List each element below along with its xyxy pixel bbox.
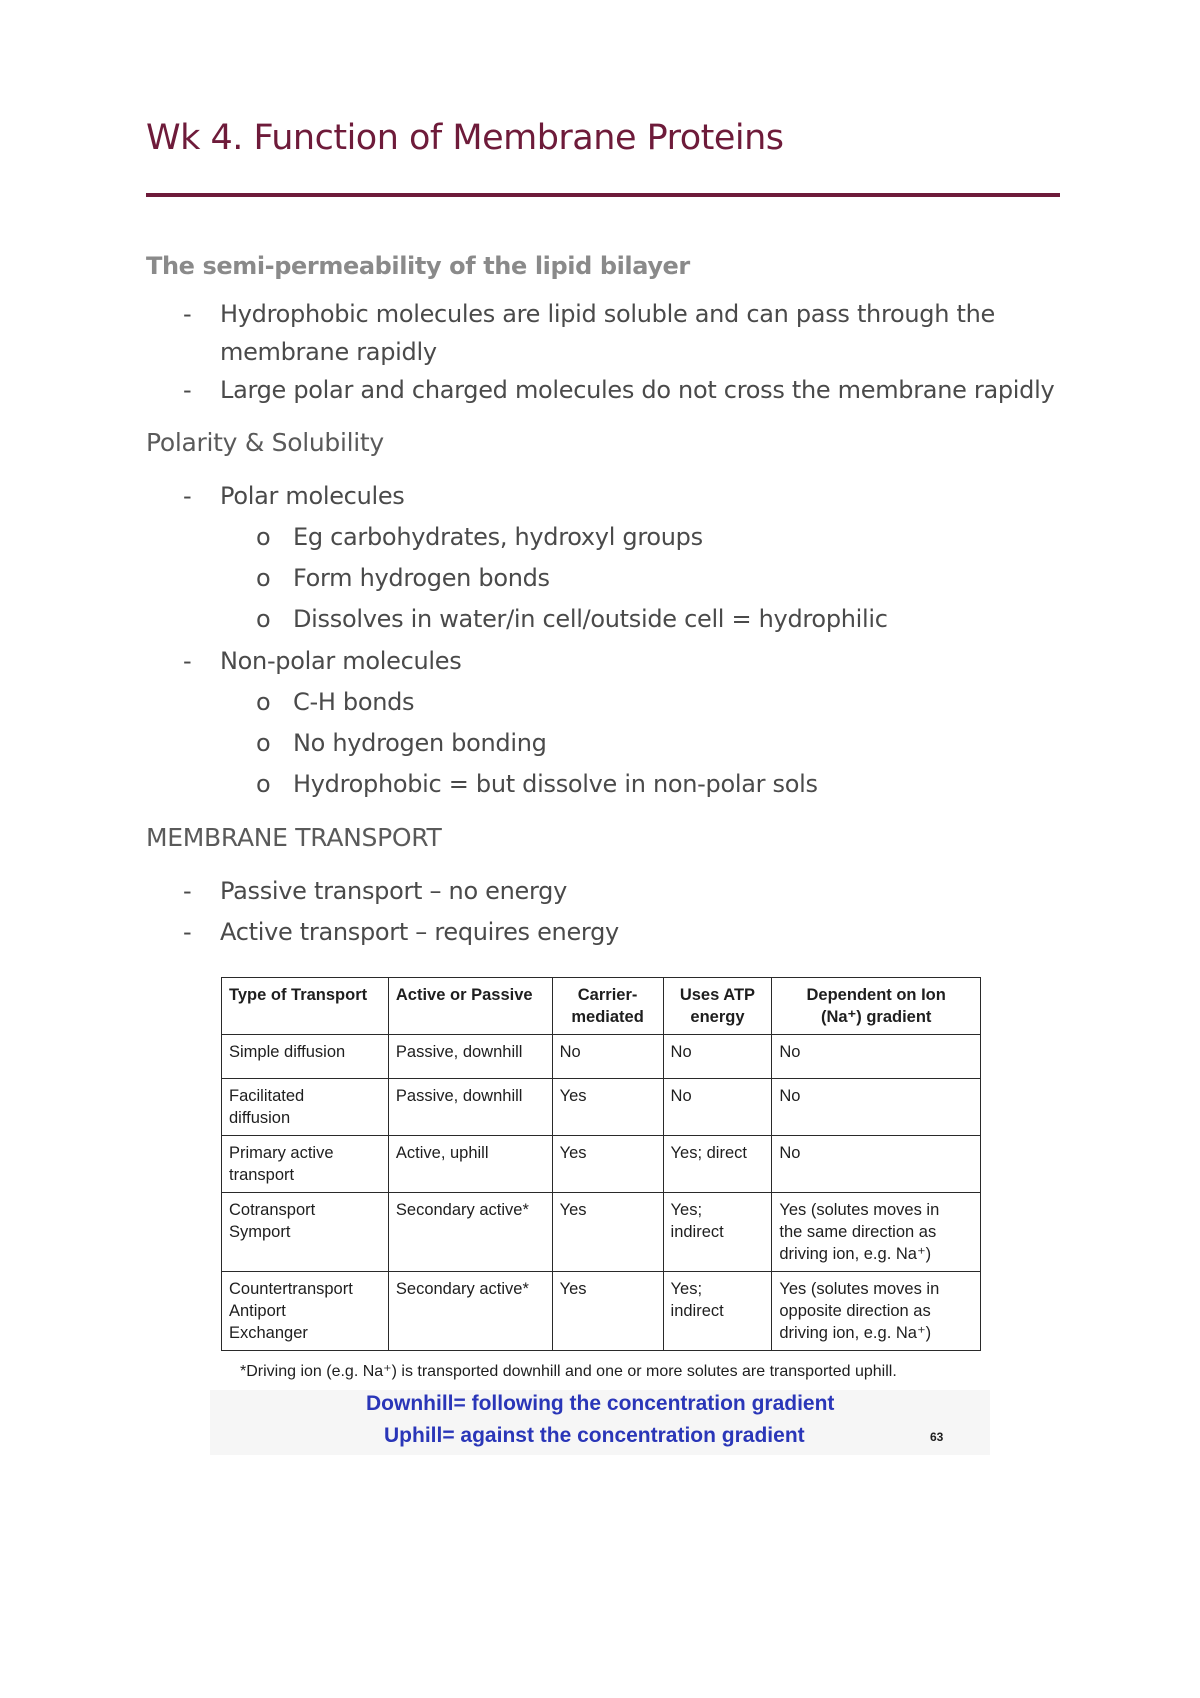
page-title: Wk 4. Function of Membrane Proteins xyxy=(146,118,784,158)
sub-bullet-text: Hydrophobic = but dissolve in non-polar sols xyxy=(293,770,818,798)
bullet-text: Passive transport – no energy xyxy=(220,877,567,905)
table-row xyxy=(222,1079,981,1136)
bullet-text: Hydrophobic molecules are lipid soluble and can pass through the xyxy=(220,300,995,328)
bullet-dash: - xyxy=(183,300,192,328)
table-cell: Yes; direct xyxy=(663,1136,772,1193)
table-cell: Cotransport Symport xyxy=(222,1193,389,1272)
table-cell: Passive, downhill xyxy=(388,1035,552,1079)
bullet-text-continuation: membrane rapidly xyxy=(220,338,437,366)
sub-bullet-text: Eg carbohydrates, hydroxyl groups xyxy=(293,523,703,551)
sub-bullet-circle: o xyxy=(256,770,271,798)
table-cell: Yes; indirect xyxy=(663,1272,772,1351)
table-row xyxy=(222,1035,981,1079)
table-cell: Facilitated diffusion xyxy=(222,1079,389,1136)
polar-molecules-label: Polar molecules xyxy=(220,482,405,510)
table-footnote: *Driving ion (e.g. Na⁺) is transported downhill and one or more solutes are transported uphill. xyxy=(240,1363,897,1380)
sub-bullet-text: C-H bonds xyxy=(293,688,415,716)
sub-bullet-circle: o xyxy=(256,605,271,633)
bullet-dash: - xyxy=(183,877,192,905)
sub-bullet-circle: o xyxy=(256,729,271,757)
bullet-dash: - xyxy=(183,482,192,510)
table-cell: No xyxy=(772,1079,981,1136)
sub-bullet-text: Dissolves in water/in cell/outside cell = hydrophilic xyxy=(293,605,888,633)
sub-bullet-circle: o xyxy=(256,564,271,592)
sub-bullet-text: No hydrogen bonding xyxy=(293,729,547,757)
nonpolar-molecules-label: Non-polar molecules xyxy=(220,647,462,675)
table-cell: Yes xyxy=(552,1193,663,1272)
bullet-dash: - xyxy=(183,376,192,404)
title-underline xyxy=(146,193,1060,197)
table-cell: Yes (solutes moves in opposite direction as driving ion, e.g. Na⁺) xyxy=(772,1272,981,1351)
section-heading-semi-permeability: The semi-permeability of the lipid bilayer xyxy=(146,252,690,280)
table-cell: Yes xyxy=(552,1079,663,1136)
table-header-row xyxy=(222,978,981,1035)
table-cell: No xyxy=(552,1035,663,1079)
bullet-text: Large polar and charged molecules do not cross the membrane rapidly xyxy=(220,376,1055,404)
bullet-text: Active transport – requires energy xyxy=(220,918,619,946)
table-cell: Countertransport Antiport Exchanger xyxy=(222,1272,389,1351)
table-row xyxy=(222,1272,981,1351)
column-header: Active or Passive xyxy=(388,978,552,1035)
table-cell: Yes xyxy=(552,1136,663,1193)
bullet-dash: - xyxy=(183,918,192,946)
table-cell: Simple diffusion xyxy=(222,1035,389,1079)
table-cell: Yes (solutes moves in the same direction as driving ion, e.g. Na⁺) xyxy=(772,1193,981,1272)
section-heading-polarity: Polarity & Solubility xyxy=(146,428,384,457)
section-heading-membrane-transport: MEMBRANE TRANSPORT xyxy=(146,823,442,852)
table-cell: Secondary active* xyxy=(388,1193,552,1272)
table-cell: Secondary active* xyxy=(388,1272,552,1351)
table-cell: Active, uphill xyxy=(388,1136,552,1193)
table-cell: Primary active transport xyxy=(222,1136,389,1193)
transport-table xyxy=(221,977,981,1351)
column-header: Carrier- mediated xyxy=(552,978,663,1035)
table-cell: No xyxy=(772,1035,981,1079)
uphill-definition: Uphill= against the concentration gradient xyxy=(384,1424,805,1447)
sub-bullet-circle: o xyxy=(256,688,271,716)
table-cell: Passive, downhill xyxy=(388,1079,552,1136)
sub-bullet-text: Form hydrogen bonds xyxy=(293,564,550,592)
table-row xyxy=(222,1136,981,1193)
table-cell: Yes; indirect xyxy=(663,1193,772,1272)
column-header: Dependent on Ion (Na⁺) gradient xyxy=(772,978,981,1035)
table-cell: No xyxy=(772,1136,981,1193)
table-cell: No xyxy=(663,1079,772,1136)
table-cell: Yes xyxy=(552,1272,663,1351)
bullet-dash: - xyxy=(183,647,192,675)
column-header: Type of Transport xyxy=(222,978,389,1035)
table-cell: No xyxy=(663,1035,772,1079)
sub-bullet-circle: o xyxy=(256,523,271,551)
column-header: Uses ATP energy xyxy=(663,978,772,1035)
downhill-definition: Downhill= following the concentration gradient xyxy=(366,1392,835,1415)
table-row xyxy=(222,1193,981,1272)
slide-number: 63 xyxy=(930,1430,944,1444)
